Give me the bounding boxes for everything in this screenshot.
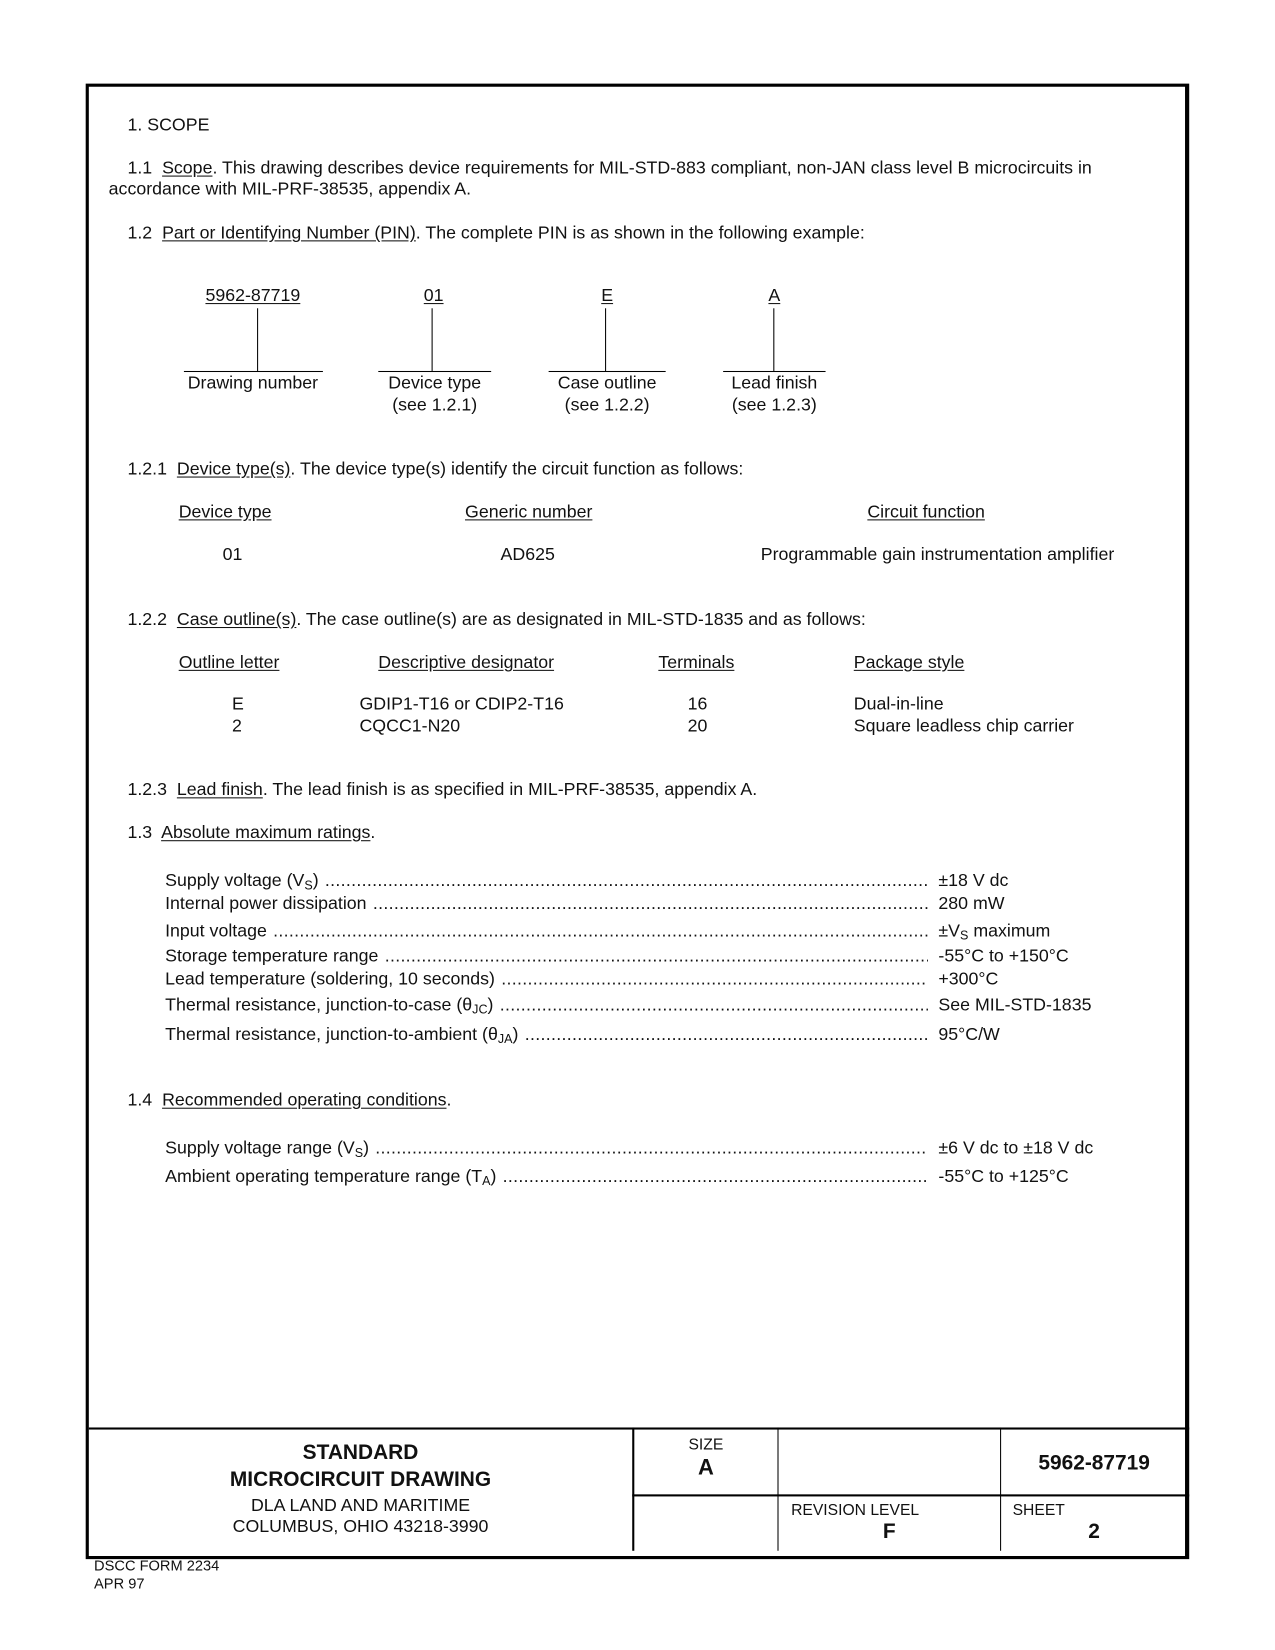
pin-code: 01 [423, 285, 444, 306]
drawing-number: 5962-87719 [1038, 1451, 1150, 1475]
col-header: Outline letter [178, 652, 280, 672]
size-value: A [697, 1455, 714, 1480]
rating-value: ±6 V dc to ±18 V dc [938, 1138, 1094, 1158]
rating-label: Input voltage [165, 920, 267, 941]
form-number: DSCC FORM 2234 [94, 1557, 220, 1574]
col-header: Package style [853, 652, 965, 672]
rating-row [165, 1024, 928, 1046]
cell: 01 [222, 544, 243, 565]
dot-leader [273, 921, 928, 943]
case-outline-paragraph [127, 609, 865, 630]
num: 1.3 [127, 822, 153, 843]
size-label: SIZE [688, 1435, 724, 1454]
col-header: Generic number [465, 501, 593, 522]
cell: GDIP1-T16 or CDIP2-T16 [359, 693, 564, 714]
agency-address: COLUMBUS, OHIO 43218-3990 [232, 1516, 489, 1537]
rating-row [165, 995, 928, 1017]
rating-value: 95°C/W [938, 1024, 1000, 1044]
dot-leader [503, 1166, 928, 1188]
pin-code: 5962-87719 [205, 285, 301, 306]
rating-row [165, 946, 928, 968]
rating-value: $\pm V_S$ maximum [938, 920, 1051, 943]
pin-code: A [768, 285, 781, 306]
rating-label: Thermal resistance, junction-to-ambient $(\theta_{JA})$ [165, 1024, 519, 1047]
dot-leader [500, 995, 928, 1017]
cell: 20 [687, 715, 708, 736]
rating-value: -55°C to +150°C [938, 945, 1069, 966]
num: 1.2.1 [127, 458, 168, 479]
dot-leader [325, 870, 928, 892]
revision-label: REVISION LEVEL [791, 1501, 920, 1520]
revision-value: F [882, 1520, 896, 1544]
col-header: Device type [178, 501, 272, 522]
rating-value: +300°C [938, 968, 999, 989]
rating-row [165, 870, 928, 892]
cell: 16 [687, 693, 708, 714]
rec-op-heading: 1.4 Recommended operating conditions. [127, 1089, 452, 1110]
col-header: Descriptive designator [378, 652, 555, 672]
rating-row [165, 1166, 928, 1188]
rating-value: -55°C to +125°C [938, 1166, 1069, 1187]
rating-label: Ambient operating temperature range $(T_A)$ [165, 1166, 497, 1189]
agency-name: DLA LAND AND MARITIME [250, 1495, 471, 1516]
pin-label: Lead finish [731, 373, 818, 393]
num: 1.4 [127, 1089, 153, 1110]
rating-label: Internal power dissipation [165, 893, 367, 914]
section-heading: 1. SCOPE [127, 114, 210, 135]
text: . The complete PIN is as shown in the following example: [415, 222, 865, 243]
title: Scope [162, 157, 213, 178]
dot-leader [501, 969, 928, 991]
cell: 2 [231, 715, 242, 736]
dot-leader [373, 893, 928, 915]
pin-label: Case outline [557, 373, 657, 393]
text: . The case outline(s) are as designated in MIL-STD-1835 and as follows: [296, 609, 866, 630]
rating-value: ±18 V dc [938, 870, 1009, 891]
title-microcircuit-drawing: MICROCIRCUIT DRAWING [229, 1468, 492, 1492]
rating-row [165, 921, 928, 943]
title: Lead finish [176, 779, 263, 800]
scope-paragraph [127, 158, 1091, 179]
col-header: Terminals [658, 652, 735, 672]
cell: AD625 [500, 544, 555, 565]
device-type-paragraph [127, 459, 743, 480]
num: 1.2.3 [127, 779, 168, 800]
title: Absolute maximum ratings [161, 822, 371, 843]
text: . This drawing describes device requirements for MIL-STD-883 compliant, non-JAN class level B microcircuits in [212, 157, 1092, 178]
dot-leader [385, 946, 928, 968]
rating-row [165, 969, 928, 991]
num: 1.2 [127, 222, 153, 243]
text: . The lead finish is as specified in MIL-PRF-38535, appendix A. [262, 779, 758, 800]
title: Part or Identifying Number (PIN) [162, 222, 416, 243]
rating-label: Thermal resistance, junction-to-case $(\theta_{JC})$ [165, 994, 494, 1017]
rating-label: Supply voltage $(V_S)$ [165, 870, 319, 893]
title-standard: STANDARD [302, 1441, 419, 1465]
num: 1.1 [127, 157, 153, 178]
dot-leader [375, 1138, 928, 1160]
rating-value: 280 mW [938, 893, 1005, 914]
pin-label: (see 1.2.1) [392, 395, 478, 415]
pin-label: Drawing number [187, 373, 319, 393]
dot-leader [525, 1024, 928, 1046]
cell: E [231, 693, 244, 714]
abs-max-heading: 1.3 Absolute maximum ratings. [127, 822, 376, 843]
pin-label: Device type [388, 373, 482, 393]
cell: CQCC1-N20 [359, 715, 461, 736]
title: Recommended operating conditions [162, 1089, 447, 1110]
lead-finish-paragraph [127, 780, 757, 801]
pin-label: (see 1.2.3) [731, 395, 817, 415]
pin-paragraph [127, 223, 864, 244]
rating-label: Lead temperature (soldering, 10 seconds) [165, 968, 495, 989]
scope-paragraph-cont: accordance with MIL-PRF-38535, appendix A. [108, 178, 472, 199]
rating-label: Supply voltage range $(V_S)$ [165, 1138, 370, 1160]
sheet-value: 2 [1088, 1520, 1100, 1544]
cell: Dual-in-line [853, 693, 944, 714]
text: . The device type(s) identify the circuit function as follows: [290, 458, 744, 479]
rating-row [165, 1138, 928, 1160]
title: Device type(s) [176, 458, 291, 479]
cell: Programmable gain instrumentation amplifier [760, 544, 1115, 565]
sheet-label: SHEET [1012, 1501, 1065, 1520]
num: 1.2.2 [127, 609, 168, 630]
col-header: Circuit function [867, 501, 985, 522]
pin-label: (see 1.2.2) [564, 395, 650, 415]
form-date: APR 97 [94, 1574, 145, 1592]
rating-row [165, 893, 928, 915]
rating-value: See MIL-STD-1835 [938, 994, 1092, 1015]
rating-label: Storage temperature range [165, 945, 379, 966]
title: Case outline(s) [176, 609, 297, 630]
cell: Square leadless chip carrier [853, 715, 1074, 736]
pin-code: E [601, 285, 614, 306]
